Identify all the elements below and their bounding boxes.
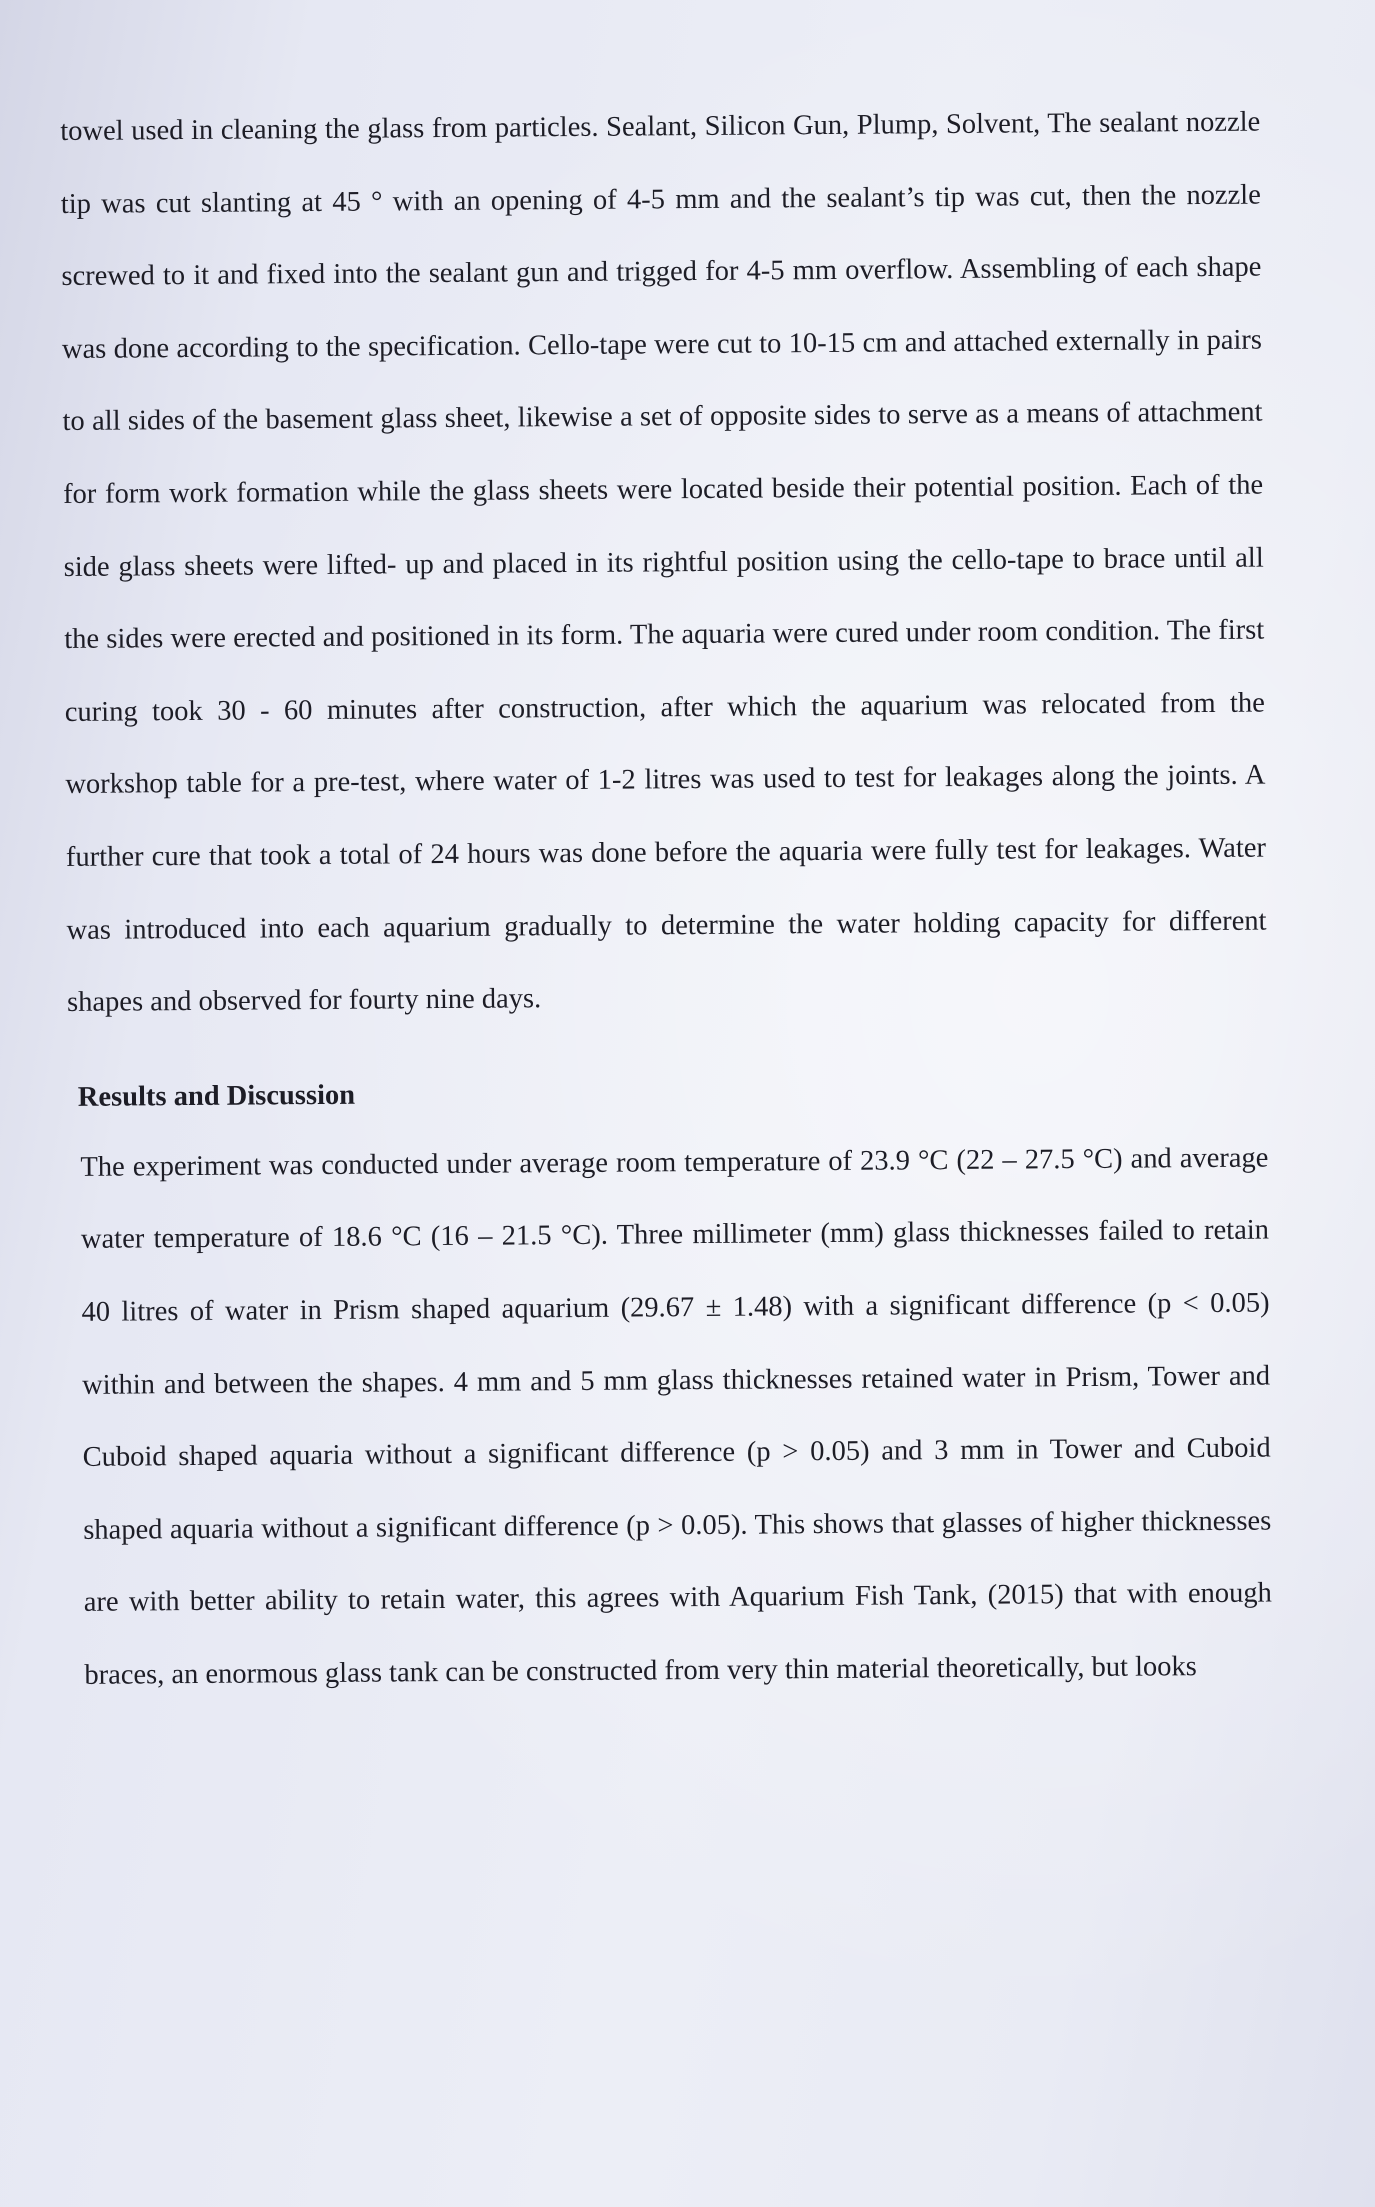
results-heading: Results and Discussion (77, 1079, 356, 1113)
text-body (60, 87, 1273, 1713)
methods-paragraph: towel used in cleaning the glass from particles. Sealant, Silicon Gun, Plump, Solvent, The sealant nozzle tip was cut slanting at 45 ° with an opening of 4-5 mm and the sealant’s tip was cut, then the nozzle screwed to it and fixed into the sealant gun and trigged for 4-5 mm overflow. Assembling of each shape was done according to the specification. Cello-tape were cut to 10-15 cm and attached externally in pairs to all sides of the basement glass sheet, likewise a set of opposite sides to serve as a means of attachment for form work formation while the glass sheets were located beside their potential position. Each of the side glass sheets were lifted- up and placed in its rightful position using the cello-tape to brace until all the sides were erected and positioned in its form. The aquaria were cured under room condition. The first curing took 30 - 60 minutes after construction, after which the aquarium was relocated from the workshop table for a pre-test, where water of 1-2 litres was used to test for leakages along the joints. A further cure that took a total of 24 hours was done before the aquaria were fully test for leakages. Water was introduced into each aquarium gradually to determine the water holding capacity for different shapes and observed for fourty nine days. (60, 106, 1267, 1019)
results-paragraph: The experiment was conducted under average room temperature of 23.9 °C (22 – 27.5 °C) and average water temperature of 18.6 °C (16 – 21.5 °C). Three millimeter (mm) glass thicknesses failed to retain 40 litres of water in Prism shaped aquarium (29.67 ± 1.48) with a significant difference (p < 0.05) within and between the shapes. 4 mm and 5 mm glass thicknesses retained water in Prism, Tower and Cuboid shaped aquaria without a significant difference (p > 0.05) and 3 mm in Tower and Cuboid shaped aquaria without a significant difference (p > 0.05). This shows that glasses of higher thicknesses are with better ability to retain water, this agrees with Aquarium Fish Tank, (2015) that with enough braces, an enormous glass tank can be constructed from very thin material theoretically, but looks (80, 1142, 1272, 1691)
